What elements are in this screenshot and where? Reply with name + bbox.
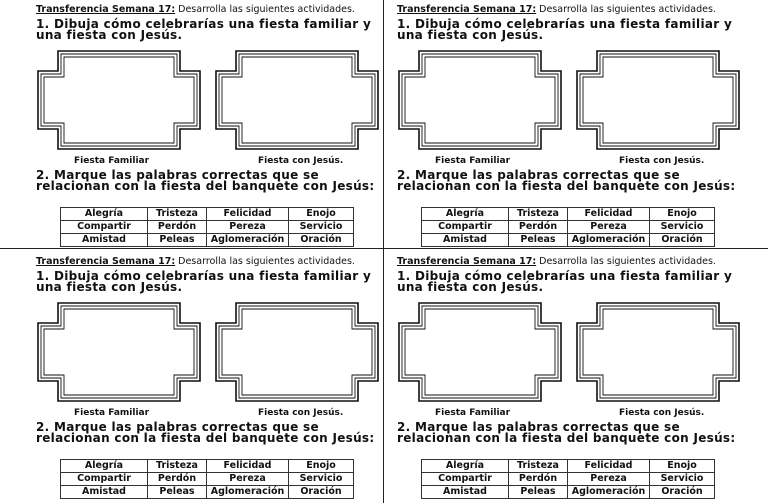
word-cell[interactable]: Tristeza: [509, 460, 568, 473]
word-cell[interactable]: Peleas: [509, 234, 568, 247]
word-cell[interactable]: Pereza: [568, 473, 650, 486]
header-highlight: Transferencia Semana 17:: [397, 4, 537, 15]
table-row: [61, 460, 354, 473]
word-cell[interactable]: Peleas: [148, 486, 207, 499]
word-cell[interactable]: Aglomeración: [568, 486, 650, 499]
worksheet-panel: [36, 4, 406, 244]
word-cell[interactable]: Alegría: [422, 460, 509, 473]
word-table: [60, 207, 354, 247]
word-cell[interactable]: Enojo: [289, 460, 354, 473]
word-cell[interactable]: Tristeza: [148, 460, 207, 473]
word-cell[interactable]: Pereza: [207, 473, 289, 486]
question-1: 1. Dibuja cómo celebrarías una fiesta familiar y una fiesta con Jesús.: [36, 17, 372, 42]
question-1: 1. Dibuja cómo celebrarías una fiesta familiar y una fiesta con Jesús.: [397, 17, 733, 42]
word-cell[interactable]: Oración: [650, 234, 715, 247]
question-2: 2. Marque las palabras correctas que se relacionan con la fiesta del banquete con Jesús:: [36, 420, 375, 445]
word-cell[interactable]: Enojo: [650, 208, 715, 221]
word-cell[interactable]: Oración: [289, 234, 354, 247]
caption-jesus: Fiesta con Jesús.: [258, 156, 344, 166]
worksheet-header: [397, 4, 716, 15]
word-cell[interactable]: Pereza: [568, 221, 650, 234]
drawing-frame-family[interactable]: [397, 301, 563, 403]
table-row: [61, 473, 354, 486]
question-2: 2. Marque las palabras correctas que se relacionan con la fiesta del banquete con Jesús:: [397, 168, 736, 193]
table-row: [422, 221, 715, 234]
drawing-frame-jesus[interactable]: [214, 301, 380, 403]
header-text: Desarrolla las siguientes actividades.: [175, 256, 355, 267]
table-row: [422, 234, 715, 247]
word-cell[interactable]: Felicidad: [207, 460, 289, 473]
table-row: [61, 486, 354, 499]
word-cell[interactable]: Tristeza: [148, 208, 207, 221]
word-cell[interactable]: Enojo: [650, 460, 715, 473]
header-text: Desarrolla las siguientes actividades.: [175, 4, 355, 15]
table-row: [422, 486, 715, 499]
table-row: [422, 208, 715, 221]
word-cell[interactable]: Servicio: [289, 473, 354, 486]
header-text: Desarrolla las siguientes actividades.: [536, 4, 716, 15]
word-cell[interactable]: Servicio: [650, 473, 715, 486]
word-cell[interactable]: Enojo: [289, 208, 354, 221]
table-row: [61, 234, 354, 247]
word-cell[interactable]: Aglomeración: [207, 486, 289, 499]
worksheet-panel: [36, 256, 406, 496]
drawing-frame-jesus[interactable]: [575, 49, 741, 151]
word-cell[interactable]: Perdón: [148, 221, 207, 234]
drawing-frame-jesus[interactable]: [575, 301, 741, 403]
table-row: [61, 221, 354, 234]
table-row: [422, 460, 715, 473]
word-table: [421, 207, 715, 247]
header-highlight: Transferencia Semana 17:: [36, 256, 176, 267]
word-cell[interactable]: Peleas: [148, 234, 207, 247]
header-text: Desarrolla las siguientes actividades.: [536, 256, 716, 267]
word-cell[interactable]: Pereza: [207, 221, 289, 234]
question-2: 2. Marque las palabras correctas que se relacionan con la fiesta del banquete con Jesús:: [36, 168, 375, 193]
word-table: [60, 459, 354, 499]
word-cell[interactable]: Compartir: [61, 221, 148, 234]
table-row: [422, 473, 715, 486]
question-1: 1. Dibuja cómo celebrarías una fiesta familiar y una fiesta con Jesús.: [36, 269, 372, 294]
word-cell[interactable]: Aglomeración: [207, 234, 289, 247]
word-cell[interactable]: Amistad: [422, 486, 509, 499]
word-cell[interactable]: Servicio: [289, 221, 354, 234]
caption-jesus: Fiesta con Jesús.: [619, 408, 705, 418]
word-cell[interactable]: Alegría: [422, 208, 509, 221]
word-cell[interactable]: Felicidad: [207, 208, 289, 221]
word-cell[interactable]: Compartir: [61, 473, 148, 486]
word-cell[interactable]: Perdón: [509, 473, 568, 486]
caption-jesus: Fiesta con Jesús.: [619, 156, 705, 166]
header-highlight: Transferencia Semana 17:: [397, 256, 537, 267]
caption-family: Fiesta Familiar: [74, 408, 150, 418]
word-cell[interactable]: Compartir: [422, 473, 509, 486]
word-cell[interactable]: Amistad: [61, 486, 148, 499]
word-cell[interactable]: Compartir: [422, 221, 509, 234]
worksheet-panel: [397, 256, 767, 496]
question-1: 1. Dibuja cómo celebrarías una fiesta familiar y una fiesta con Jesús.: [397, 269, 733, 294]
word-cell[interactable]: Perdón: [509, 221, 568, 234]
drawing-frame-family[interactable]: [36, 301, 202, 403]
caption-family: Fiesta Familiar: [74, 156, 150, 166]
drawing-frame-jesus[interactable]: [214, 49, 380, 151]
word-cell[interactable]: Alegría: [61, 460, 148, 473]
word-cell[interactable]: Alegría: [61, 208, 148, 221]
word-cell[interactable]: Oración: [289, 486, 354, 499]
word-cell[interactable]: Aglomeración: [568, 234, 650, 247]
word-cell[interactable]: Servicio: [650, 221, 715, 234]
drawing-frame-family[interactable]: [36, 49, 202, 151]
worksheet-panel: [397, 4, 767, 244]
worksheet-header: [36, 4, 355, 15]
table-row: [61, 208, 354, 221]
header-highlight: Transferencia Semana 17:: [36, 4, 176, 15]
word-cell[interactable]: Peleas: [509, 486, 568, 499]
horizontal-divider: [0, 248, 768, 249]
caption-family: Fiesta Familiar: [435, 156, 511, 166]
word-cell[interactable]: Tristeza: [509, 208, 568, 221]
worksheet-header: [36, 256, 355, 267]
worksheet-header: [397, 256, 716, 267]
word-cell[interactable]: Felicidad: [568, 460, 650, 473]
caption-family: Fiesta Familiar: [435, 408, 511, 418]
word-cell[interactable]: Amistad: [61, 234, 148, 247]
word-cell[interactable]: Perdón: [148, 473, 207, 486]
word-cell[interactable]: Oración: [650, 486, 715, 499]
word-cell[interactable]: Amistad: [422, 234, 509, 247]
caption-jesus: Fiesta con Jesús.: [258, 408, 344, 418]
drawing-frame-family[interactable]: [397, 49, 563, 151]
word-cell[interactable]: Felicidad: [568, 208, 650, 221]
word-table: [421, 459, 715, 499]
question-2: 2. Marque las palabras correctas que se relacionan con la fiesta del banquete con Jesús:: [397, 420, 736, 445]
